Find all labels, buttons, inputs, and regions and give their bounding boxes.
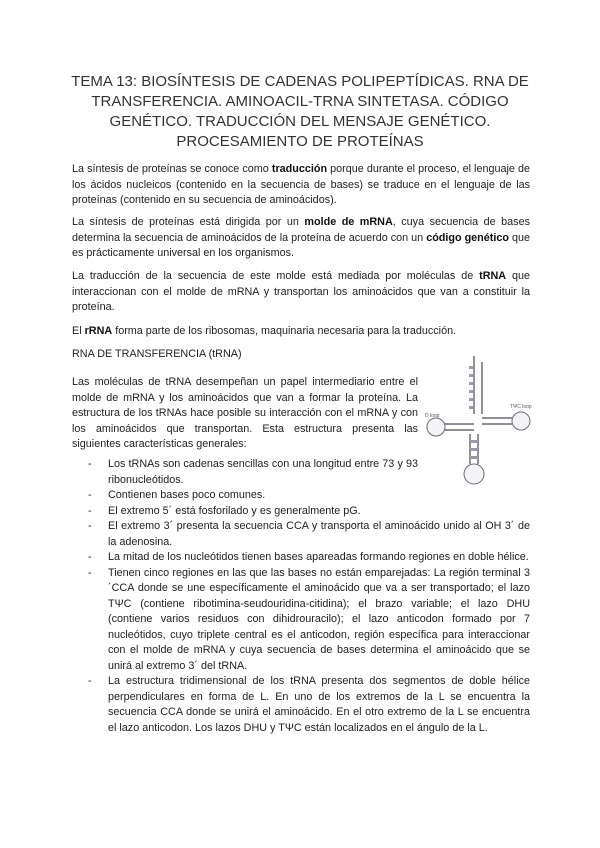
list-item: - La estructura tridimensional de los tRNA presenta dos segmentos de doble hélice perpendiculares en forma de L. En uno de los extremos de la L se encuentra la secuencia CCA donde se unirá el aminoácido. En el otro extremo de la L se encuentra el lazo anticodon. Los lazos DHU y TΨC están localizados en el ángulo de la L. [72, 674, 530, 736]
document-title: TEMA 13: BIOSÍNTESIS DE CADENAS POLIPEPTÍDICAS. RNA DE TRANSFERENCIA. AMINOACIL-TRNA SINTETASA. CÓDIGO GENÉTICO. TRADUCCIÓN DEL MENSAJE GENÉTICO. PROCESAMIENTO DE PROTEÍNAS [71, 73, 529, 150]
list-item: - El extremo 3´ presenta la secuencia CCA y transporta el aminoácido unido al OH 3´ de la adenosina. [72, 519, 530, 550]
p3-text-c: que interaccionan con el molde de mRNA y transportan los aminoácidos que van a constituir la proteína. [72, 270, 530, 313]
p1-text-c: porque durante el proceso, el lenguaje de los ácidos nucleicos (contenido en la secuencia de bases) se traduce en el lenguaje de las proteínas (contenido en su secuencia de aminoácidos). [72, 163, 530, 206]
p1-text-a: La síntesis de proteínas se conoce como [72, 163, 272, 175]
list-item: - Tienen cinco regiones en las que las bases no están emparejadas: La región terminal 3´CCA donde se une específicamente el aminoácido que va a ser transportado; el lazo TΨC (contiene ribotimina-seudouridina-citidina); el brazo variable; el lazo DHU (contiene varios residuos con dihidrouracilo); el lazo anticodon formado por 7 nucleótidos, cuyo triplete central es el anticodon, región específica para interaccionar con el molde de mRNA y cuya secuencia de bases determina el aminoácido que se unirá al extremo 3´ del tRNA. [72, 566, 530, 675]
list-item: - El extremo 5´ está fosforilado y es generalmente pG. [72, 504, 530, 520]
p2-bold-codigo: código genético [426, 231, 509, 244]
p4-text-c: forma parte de los ribosomas, maquinaria necesaria para la traducción. [112, 325, 457, 337]
p3-text-a: La traducción de la secuencia de este molde está mediada por moléculas de [72, 270, 480, 282]
d-loop-label: D loop [425, 413, 440, 419]
p4-bold-rrna: rRNA [84, 325, 113, 337]
p3-bold-trna: tRNA [479, 270, 507, 282]
paragraph-trna-structure: Las moléculas de tRNA desempeñan un papel intermediario entre el molde de mRNA y los aminoácidos que van a formar la proteína. La estructura de los tRNAs hace posible su interacción con el mRNA y con los aminoácidos que transportan. Esta estructura presenta las siguientes características generales: [72, 376, 418, 450]
list-item: - La mitad de los nucleótidos tienen bases apareadas formando regiones en doble hélice. [72, 550, 530, 566]
feature-list [72, 457, 530, 736]
p2-text-a: La síntesis de proteínas está dirigida por un [72, 216, 305, 228]
paragraph-rrna [72, 324, 530, 340]
list-item: - Contienen bases poco comunes. [72, 488, 530, 504]
paragraph-intro [72, 162, 530, 209]
list-item: - Los tRNAs son cadenas sencillas con una longitud entre 73 y 93 ribonucleótidos. [72, 457, 418, 488]
section-heading: RNA DE TRANSFERENCIA (tRNA) [72, 348, 242, 360]
paragraph-mrna [72, 215, 530, 262]
paragraph-trna [72, 269, 530, 316]
p1-bold-traduccion: traducción [271, 163, 328, 175]
p2-bold-molde: molde de mRNA [304, 216, 393, 228]
tpsic-loop-label: TΨC loop [510, 404, 532, 410]
p2-text-c: , cuya secuencia de bases determina la secuencia de aminoácidos de la proteína de acuerdo con un [72, 216, 530, 244]
p4-text-a: El [72, 325, 85, 337]
p2-text-e: que es prácticamente universal en los organismos. [72, 231, 531, 259]
